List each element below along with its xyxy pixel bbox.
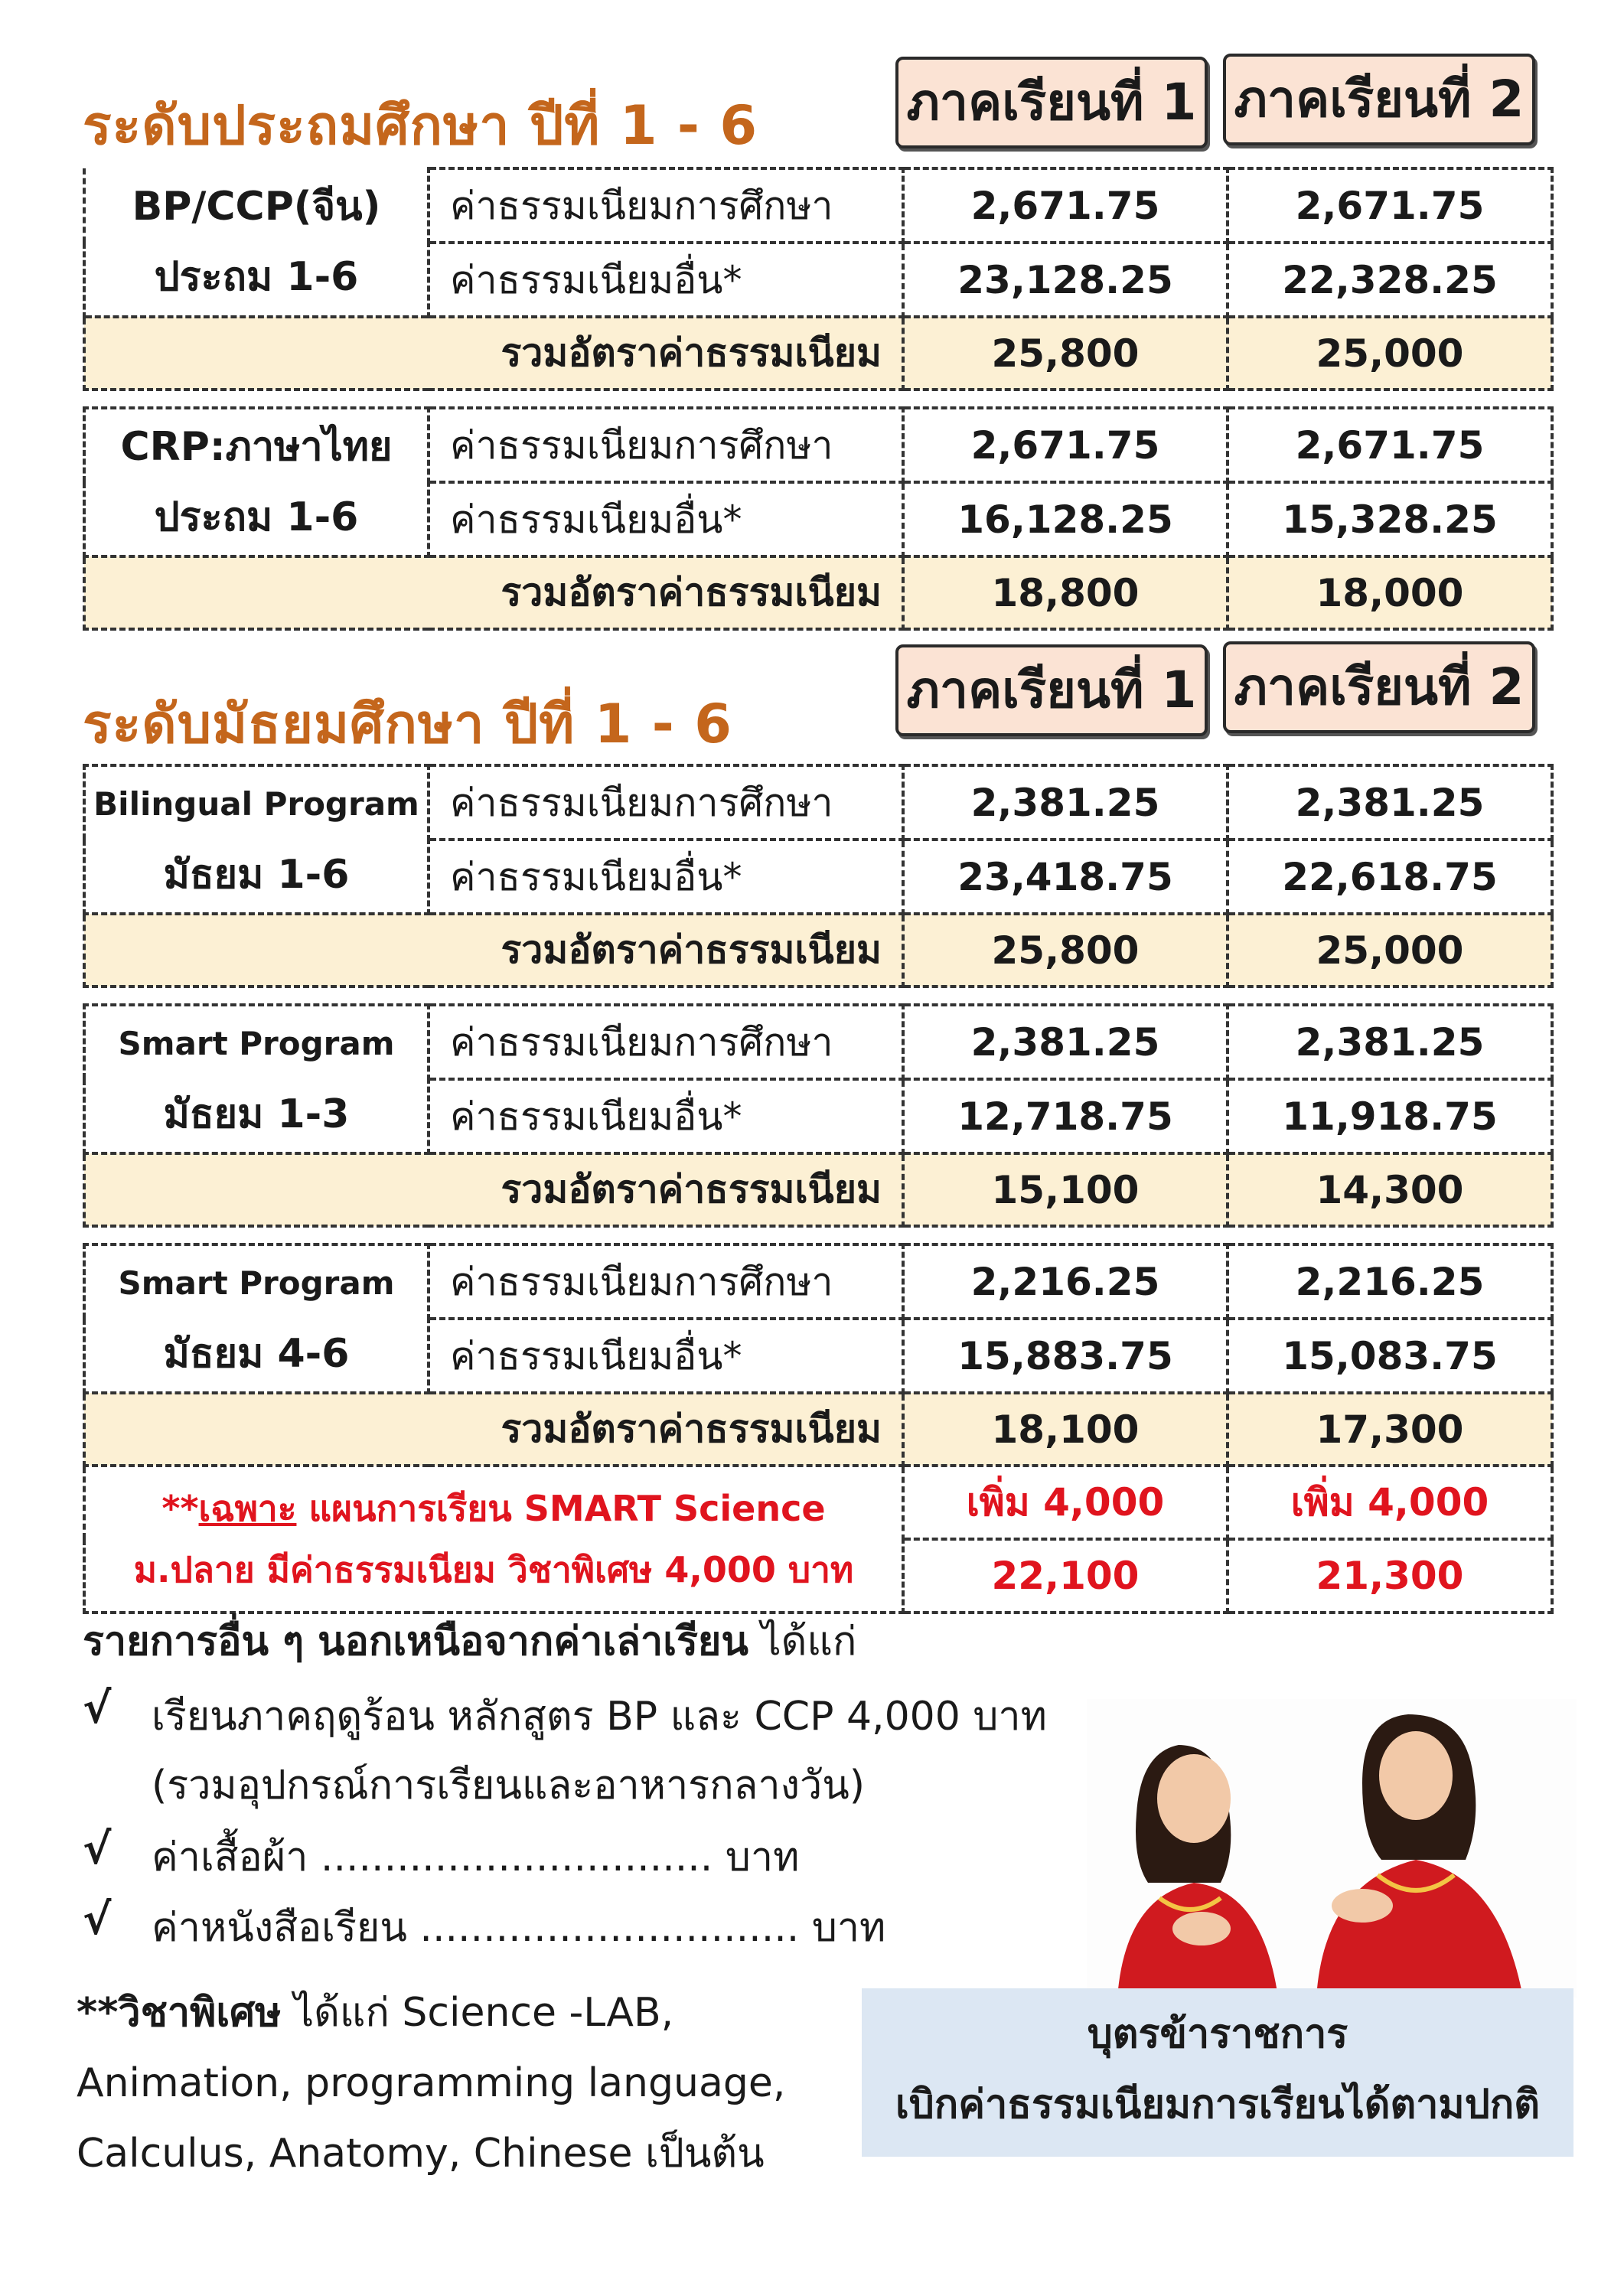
tuition-term1: 2,671.75 — [903, 168, 1228, 243]
list-item-line2: (รวมอุปกรณ์การเรียนและอาหารกลางวัน) — [152, 1763, 866, 1808]
special-note-line3: Calculus, Anatomy, Chinese เป็นต้น — [77, 2131, 765, 2177]
tuition-term1: 2,216.25 — [903, 1244, 1228, 1319]
smart-science-row — [84, 1466, 1552, 1539]
table-row — [84, 168, 1552, 243]
program-name — [84, 765, 429, 914]
tuition-term1: 2,671.75 — [903, 408, 1228, 482]
other-fee-label: ค่าธรรมเนียมอื่น* — [429, 1079, 903, 1153]
other-fee-label: ค่าธรรมเนียมอื่น* — [429, 840, 903, 914]
check-icon: √ — [83, 1895, 112, 1945]
note-line2: ม.ปลาย มีค่าธรรมเนียม วิชาพิเศษ 4,000 บาท — [133, 1549, 854, 1590]
tuition-label: ค่าธรรมเนียมการศึกษา — [429, 1244, 903, 1319]
total-label: รวมอัตราค่าธรรมเนียม — [84, 317, 903, 390]
total-row — [84, 914, 1552, 987]
list-item — [83, 1895, 886, 1951]
check-icon: √ — [83, 1825, 112, 1874]
other-items-title-plain: ได้แก่ — [748, 1619, 857, 1665]
program-name-line2: ประถม 1-6 — [154, 494, 359, 540]
other-fee-label: ค่าธรรมเนียมอื่น* — [429, 482, 903, 556]
list-item — [83, 1684, 1047, 1740]
total-row — [84, 317, 1552, 390]
check-icon: √ — [83, 1684, 112, 1733]
smart-science-total-term2: 21,300 — [1228, 1539, 1552, 1613]
total-row — [84, 1153, 1552, 1226]
total-term2: 25,000 — [1228, 914, 1552, 987]
program-name-line2: มัธยม 1-3 — [163, 1091, 350, 1137]
program-name-line1: CRP:ภาษาไทย — [120, 424, 393, 470]
note-prefix: ** — [161, 1488, 199, 1529]
other-fee-term2: 22,328.25 — [1228, 243, 1552, 317]
total-row — [84, 556, 1552, 629]
other-fee-term1: 12,718.75 — [903, 1079, 1228, 1153]
tuition-term1: 2,381.25 — [903, 765, 1228, 840]
other-fee-term2: 15,328.25 — [1228, 482, 1552, 556]
primary-term2-header: ภาคเรียนที่ 2 — [1223, 54, 1535, 145]
special-note-line1: ได้แก่ Science -LAB, — [281, 1990, 674, 2036]
primary-fee-table — [83, 167, 1554, 631]
program-name-line2: ประถม 1-6 — [154, 254, 359, 300]
smart-science-add-term2: เพิ่ม 4,000 — [1228, 1466, 1552, 1539]
total-label: รวมอัตราค่าธรรมเนียม — [84, 1393, 903, 1466]
secondary-term2-header: ภาคเรียนที่ 2 — [1223, 641, 1535, 733]
total-label: รวมอัตราค่าธรรมเนียม — [84, 556, 903, 629]
other-fee-term2: 11,918.75 — [1228, 1079, 1552, 1153]
total-term1: 25,800 — [903, 317, 1228, 390]
other-fee-term2: 22,618.75 — [1228, 840, 1552, 914]
list-item-text: เรียนภาคฤดูร้อน หลักสูตร BP และ CCP 4,000 บาท — [152, 1694, 1047, 1740]
tuition-term2: 2,216.25 — [1228, 1244, 1552, 1319]
tuition-term2: 2,671.75 — [1228, 168, 1552, 243]
tuition-term2: 2,671.75 — [1228, 408, 1552, 482]
smart-science-add-term1: เพิ่ม 4,000 — [903, 1466, 1228, 1539]
program-name-line1: Smart Program — [118, 1264, 395, 1302]
total-term1: 15,100 — [903, 1153, 1228, 1226]
total-label: รวมอัตราค่าธรรมเนียม — [84, 914, 903, 987]
total-term2: 18,000 — [1228, 556, 1552, 629]
other-fee-term1: 23,128.25 — [903, 243, 1228, 317]
other-fee-label: ค่าธรรมเนียมอื่น* — [429, 243, 903, 317]
program-name-line1: Bilingual Program — [93, 785, 419, 823]
program-name — [84, 168, 429, 317]
tuition-term2: 2,381.25 — [1228, 1005, 1552, 1079]
program-name — [84, 1005, 429, 1153]
tuition-label: ค่าธรรมเนียมการศึกษา — [429, 168, 903, 243]
total-term1: 25,800 — [903, 914, 1228, 987]
tuition-label: ค่าธรรมเนียมการศึกษา — [429, 408, 903, 482]
program-name-line2: มัธยม 1-6 — [163, 852, 350, 898]
tuition-label: ค่าธรรมเนียมการศึกษา — [429, 1005, 903, 1079]
other-fee-term1: 23,418.75 — [903, 840, 1228, 914]
other-fee-term1: 16,128.25 — [903, 482, 1228, 556]
students-photo — [1087, 1699, 1577, 1998]
total-term1: 18,100 — [903, 1393, 1228, 1466]
total-row — [84, 1393, 1552, 1466]
note-underlined: เฉพาะ — [198, 1488, 297, 1529]
other-fee-term1: 15,883.75 — [903, 1319, 1228, 1393]
note-line1-rest: แผนการเรียน SMART Science — [296, 1488, 826, 1529]
program-name-line1: BP/CCP(จีน) — [132, 184, 381, 230]
total-term1: 18,800 — [903, 556, 1228, 629]
secondary-term1-header: ภาคเรียนที่ 1 — [895, 644, 1208, 736]
table-row — [84, 408, 1552, 482]
total-term2: 25,000 — [1228, 317, 1552, 390]
tuition-term1: 2,381.25 — [903, 1005, 1228, 1079]
total-term2: 14,300 — [1228, 1153, 1552, 1226]
primary-section-title: ระดับประถมศึกษา ปีที่ 1 - 6 — [83, 94, 758, 157]
gov-box-line2: เบิกค่าธรรมเนียมการเรียนได้ตามปกติ — [895, 2082, 1540, 2128]
list-item-text: ค่าเสื้อผ้า ............................... บาท — [152, 1835, 800, 1880]
program-name — [84, 1244, 429, 1393]
smart-science-note — [84, 1466, 903, 1613]
other-items-title-bold: รายการอื่น ๆ นอกเหนือจากค่าเล่าเรียน — [83, 1619, 748, 1665]
table-row — [84, 1005, 1552, 1079]
primary-term1-header: ภาคเรียนที่ 1 — [895, 57, 1208, 148]
total-label: รวมอัตราค่าธรรมเนียม — [84, 1153, 903, 1226]
program-name — [84, 408, 429, 556]
total-term2: 17,300 — [1228, 1393, 1552, 1466]
tuition-term2: 2,381.25 — [1228, 765, 1552, 840]
list-item-text: ค่าหนังสือเรียน .............................. บาท — [152, 1905, 886, 1951]
government-employee-note — [862, 1988, 1573, 2157]
program-name-line1: Smart Program — [118, 1025, 395, 1062]
other-fee-term2: 15,083.75 — [1228, 1319, 1552, 1393]
smart-science-total-term1: 22,100 — [903, 1539, 1228, 1613]
other-items-title — [83, 1609, 856, 1672]
special-note-line2: Animation, programming language, — [77, 2060, 786, 2106]
other-fee-label: ค่าธรรมเนียมอื่น* — [429, 1319, 903, 1393]
table-row — [84, 1244, 1552, 1319]
tuition-label: ค่าธรรมเนียมการศึกษา — [429, 765, 903, 840]
list-item — [83, 1825, 800, 1880]
secondary-fee-table — [83, 764, 1554, 1614]
program-name-line2: มัธยม 4-6 — [163, 1331, 350, 1377]
gov-box-line1: บุตรข้าราชการ — [1087, 2011, 1348, 2057]
special-note-bold: **วิชาพิเศษ — [77, 1990, 282, 2036]
table-row — [84, 765, 1552, 840]
special-subjects-note — [77, 1978, 842, 2189]
secondary-section-title: ระดับมัธยมศึกษา ปีที่ 1 - 6 — [83, 693, 732, 755]
students-illustration — [1087, 1699, 1577, 1998]
